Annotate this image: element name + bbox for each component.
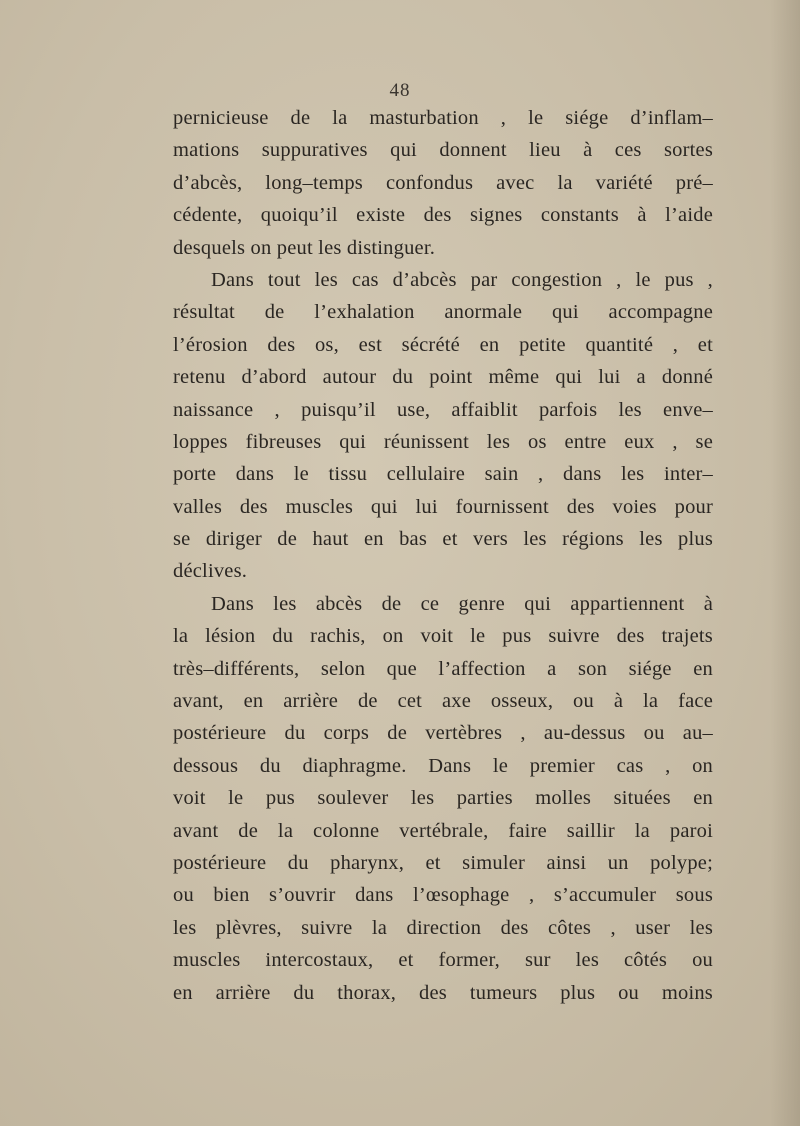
text-line: résultat de l’exhalation anormale qui accompagne xyxy=(173,301,713,324)
text-line: desquels on peut les distinguer. xyxy=(173,236,436,259)
body-text xyxy=(173,102,713,1009)
page-number: 48 xyxy=(389,80,411,101)
text-line: en arrière du thorax, des tumeurs plus ou moins xyxy=(173,981,713,1004)
text-line: avant de la colonne vertébrale, faire saillir la paroi xyxy=(173,819,713,842)
text-line: avant, en arrière de cet axe osseux, ou à la face xyxy=(173,690,713,713)
text-line: cédente, quoiqu’il existe des signes constants à l’aide xyxy=(173,204,713,227)
text-line: pernicieuse de la masturbation , le siége d’inflam– xyxy=(173,107,713,129)
text-line: la lésion du rachis, on voit le pus suivre des trajets xyxy=(173,625,713,648)
text-line: dessous du diaphragme. Dans le premier cas , on xyxy=(173,754,713,777)
text-line: très–différents, selon que l’affection a son siége en xyxy=(173,657,713,680)
text-line: Dans les abcès de ce genre qui appartiennent à xyxy=(211,592,713,615)
text-line: d’abcès, long–temps confondus avec la variété pré– xyxy=(173,171,713,194)
text-line: porte dans le tissu cellulaire sain , dans les inter– xyxy=(173,463,713,486)
text-line: voit le pus soulever les parties molles situées en xyxy=(173,787,713,810)
text-line: ou bien s’ouvrir dans l’œsophage , s’accumuler sous xyxy=(173,884,713,907)
text-line: Dans tout les cas d’abcès par congestion , le pus , xyxy=(211,268,713,291)
text-line: mations suppuratives qui donnent lieu à ces sortes xyxy=(173,139,713,162)
text-line: l’érosion des os, est sécrété en petite quantité , et xyxy=(173,333,713,356)
text-line: postérieure du corps de vertèbres , au-dessus ou au– xyxy=(173,722,713,745)
text-line: retenu d’abord autour du point même qui lui a donné xyxy=(173,366,713,389)
page-edge-shadow xyxy=(770,0,800,1126)
text-line: valles des muscles qui lui fournissent des voies pour xyxy=(173,495,713,518)
text-line: déclives. xyxy=(173,560,248,583)
text-line: loppes fibreuses qui réunissent les os entre eux , se xyxy=(173,430,713,453)
text-line: muscles intercostaux, et former, sur les côtés ou xyxy=(173,949,713,972)
text-line: naissance , puisqu’il use, affaiblit parfois les enve– xyxy=(173,398,713,421)
text-line: les plèvres, suivre la direction des côtes , user les xyxy=(173,916,713,939)
text-line: postérieure du pharynx, et simuler ainsi un polype; xyxy=(173,851,713,874)
text-line: se diriger de haut en bas et vers les régions les plus xyxy=(173,528,713,551)
